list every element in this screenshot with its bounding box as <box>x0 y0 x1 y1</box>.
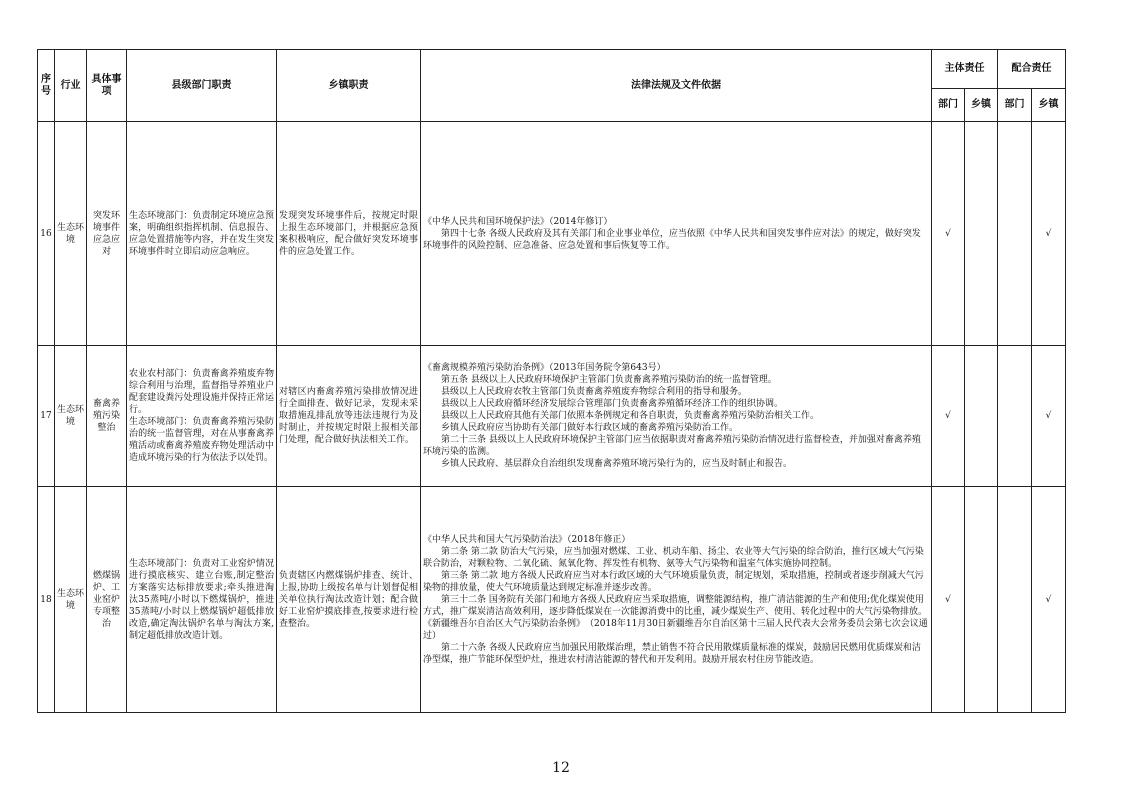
header-law: 法律法规及文件依据 <box>421 50 932 122</box>
row-seq: 17 <box>38 346 55 487</box>
row-main-dept-check: √ <box>932 122 965 346</box>
row-industry: 生态环境 <box>55 487 87 713</box>
row-town-duty: 对辖区内畜禽养殖污染排放情况进行全面排查、做好记录，发现未采取措施乱排乱放等违法违规行为及时制止，并按规定时限上报相关部门处理，配合做好执法相关工作。 <box>277 346 421 487</box>
row-industry: 生态环境 <box>55 346 87 487</box>
header-main-dept: 部门 <box>932 89 965 122</box>
table-row <box>38 346 1066 487</box>
row-town-duty: 发现突发环境事件后，按规定时限上报生态环境部门，并根据应急预案积极响应，配合做好突发环境事件的应急处置工作。 <box>277 122 421 346</box>
header-main-resp: 主体责任 <box>932 50 998 89</box>
header-town: 乡镇职责 <box>277 50 421 122</box>
header-coop-resp: 配合责任 <box>998 50 1066 89</box>
header-coop-dept: 部门 <box>998 89 1032 122</box>
row-county-duty: 生态环境部门：负责制定环境应急预案，明确组织指挥机制、信息报告、应急处置措施等内容，并在发生突发环境事件时立即启动应急响应。 <box>127 122 277 346</box>
row-coop-dept-check <box>998 487 1032 713</box>
header-main-town: 乡镇 <box>965 89 998 122</box>
row-seq: 18 <box>38 487 55 713</box>
row-county-duty: 农业农村部门：负责畜禽养殖废弃物综合利用与治理，监督指导养殖业户配套建设粪污处理设施并保持正常运行。 生态环境部门：负责畜禽养殖污染防治的统一监督管理，对在从事畜禽养殖活动或畜禽养殖废弃物处理活动中造成环境污染的行为依法予以处罚。 <box>127 346 277 487</box>
row-main-dept-check: √ <box>932 346 965 487</box>
row-coop-town-check: √ <box>1032 346 1066 487</box>
header-coop-town: 乡镇 <box>1032 89 1066 122</box>
responsibility-table <box>37 49 1066 713</box>
header-item: 具体事项 <box>87 50 127 122</box>
table-row <box>38 122 1066 346</box>
page-number: 12 <box>552 760 570 776</box>
row-coop-dept-check <box>998 122 1032 346</box>
header-industry: 行业 <box>55 50 87 122</box>
row-law-basis: 《畜禽规模养殖污染防治条例》（2013年国务院令第643号） 第五条 县级以上人民政府环境保护主管部门负责畜禽养殖污染防治的统一监督管理。 县级以上人民政府农牧主管部门负责畜禽养殖废弃物综合利用的指导和服务。 县级以上人民政府循环经济发展综合管理部门负责畜禽养殖循环经济工作的组织协调。 县级以上人民政府其他有关部门依照本条例规定和各自职责，负责畜禽养殖污染防治相关工作。 乡镇人民政府应当协助有关部门做好本行政区域的畜禽养殖污染防治工作。 第二十三条 县级以上人民政府环境保护主管部门应当依据职责对畜禽养殖污染防治情况进行监督检查，并加强对畜禽养殖环境污染的监测。 乡镇人民政府、基层群众自治组织发现畜禽养殖环境污染行为的，应当及时制止和报告。 <box>421 346 932 487</box>
row-item: 突发环境事件应急应对 <box>87 122 127 346</box>
row-industry: 生态环境 <box>55 122 87 346</box>
row-item: 燃煤锅炉、工业窑炉专项整治 <box>87 487 127 713</box>
row-coop-town-check: √ <box>1032 122 1066 346</box>
header-county: 县级部门职责 <box>127 50 277 122</box>
row-main-dept-check: √ <box>932 487 965 713</box>
row-item: 畜禽养殖污染整治 <box>87 346 127 487</box>
row-coop-town-check: √ <box>1032 487 1066 713</box>
table-row <box>38 487 1066 713</box>
header-seq: 序号 <box>38 50 55 122</box>
row-main-town-check <box>965 487 998 713</box>
row-main-town-check <box>965 122 998 346</box>
row-county-duty: 生态环境部门：负责对工业窑炉情况进行摸底核实、建立台账,制定整治方案落实达标排放要求;牵头推进淘汰35蒸吨/小时以下燃煤锅炉，推进35蒸吨/小时以上燃煤锅炉超低排放改造,确定淘汰锅炉名单与淘汰方案,制定超低排放改造计划。 <box>127 487 277 713</box>
row-coop-dept-check <box>998 346 1032 487</box>
row-seq: 16 <box>38 122 55 346</box>
row-main-town-check <box>965 346 998 487</box>
row-town-duty: 负责辖区内燃煤锅炉排查、统计、上报,协助上级按名单与计划督促相关单位执行淘汰改造计划；配合做好工业窑炉摸底排查,按要求进行检查整治。 <box>277 487 421 713</box>
row-law-basis: 《中华人民共和国环境保护法》（2014年修订） 第四十七条 各级人民政府及其有关部门和企业事业单位，应当依照《中华人民共和国突发事件应对法》的规定，做好突发环境事件的风险控制、应急准备、应急处置和事后恢复等工作。 <box>421 122 932 346</box>
row-law-basis: 《中华人民共和国大气污染防治法》（2018年修正） 第二条 第二款 防治大气污染，应当加强对燃煤、工业、机动车船、扬尘、农业等大气污染的综合防治，推行区域大气污染联合防治，对颗粒物、二氧化硫、氮氧化物、挥发性有机物、氨等大气污染物和温室气体实施协同控制。 第三条 第二款 地方各级人民政府应当对本行政区域的大气环境质量负责，制定规划，采取措施，控制或者逐步削减大气污染物的排放量，使大气环境质量达到规定标准并逐步改善。 第三十二条 国务院有关部门和地方各级人民政府应当采取措施，调整能源结构，推广清洁能源的生产和使用;优化煤炭使用方式，推广煤炭清洁高效利用，逐步降低煤炭在一次能源消费中的比重，减少煤炭生产、使用、转化过程中的大气污染物排放。 《新疆维吾尔自治区大气污染防治条例》 （2018年11月30日新疆维吾尔自治区第十三届人民代表大会常务委员会第七次会议通过） 第二十六条 各级人民政府应当加强民用散煤治理，禁止销售不符合民用散煤质量标准的煤炭，鼓励居民燃用优质煤炭和洁净型煤，推广节能环保型炉灶，推进农村清洁能源的替代和开发利用。鼓励开展农村住房节能改造。 <box>421 487 932 713</box>
